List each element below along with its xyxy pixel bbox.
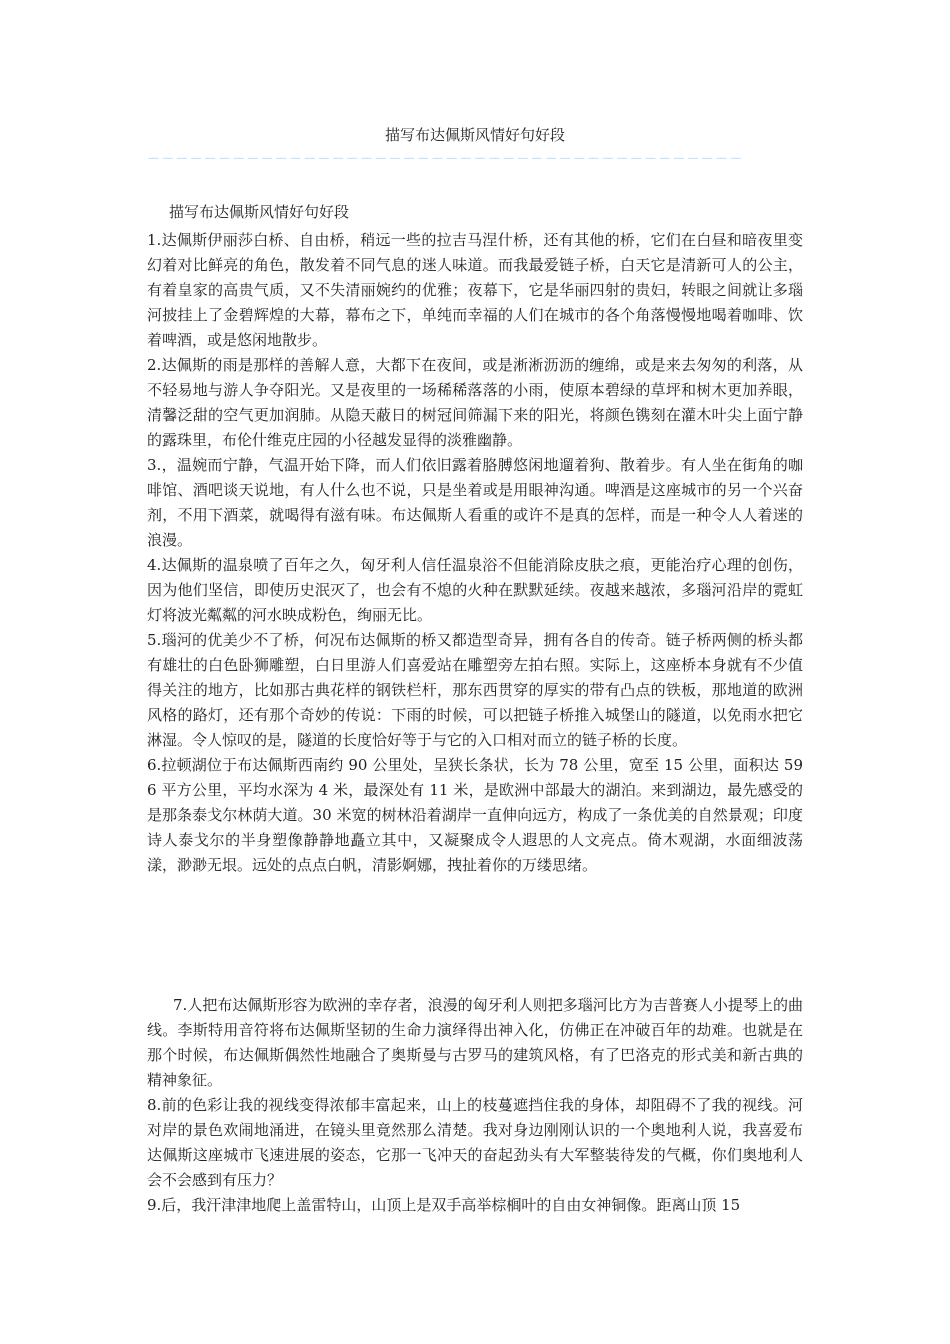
paragraph-9: 9.后，我汗津津地爬上盖雷特山，山顶上是双手高举棕榈叶的自由女神铜像。距离山顶 15 (147, 1196, 741, 1214)
header-divider: －－－－－－－－－－－－－－－－－－－－－－－－－－－－－－－－－－－－－－－－－－ (147, 152, 744, 167)
document-title: 描写布达佩斯风情好句好段 (169, 203, 350, 221)
paragraph-1: 1.达佩斯伊丽莎白桥、自由桥，稍远一些的拉吉马涅什桥，还有其他的桥，它们在白昼和暗夜里变幻着对比鲜亮的角色，散发着不同气息的迷人味道。而我最爱链子桥，白天它是清新可人的公主，有着皇家的高贵气质，又不失清丽婉约的优雅；夜幕下，它是华丽四射的贵妇，转眼之间就让多瑙河披挂上了金碧辉煌的大幕，幕布之下，单纯而幸福的人们在城市的各个角落慢慢地喝着咖啡、饮着啤酒，或是悠闲地散步。 (147, 231, 803, 349)
paragraph-3: 3.，温婉而宁静，气温开始下降，而人们依旧露着胳膊悠闲地遛着狗、散着步。有人坐在街角的咖啡馆、酒吧谈天说地，有人什么也不说，只是坐着或是用眼神沟通。啤酒是这座城市的另一个兴奋剂，不用下酒菜，就喝得有滋有味。布达佩斯人看重的或许不是真的怎样，而是一种令人人着迷的浪漫。 (147, 456, 803, 549)
header-title: 描写布达佩斯风情好句好段 (384, 126, 565, 144)
paragraph-4: 4.达佩斯的温泉喷了百年之久，匈牙利人信任温泉浴不但能消除皮肤之痕，更能治疗心理的创伤，因为他们坚信，即使历史泯灭了，也会有不熄的火种在默默延续。夜越来越浓，多瑙河沿岸的霓虹灯将波光粼粼的河水映成粉色，绚丽无比。 (147, 556, 803, 624)
paragraph-5: 5.瑙河的优美少不了桥，何况布达佩斯的桥又都造型奇异，拥有各自的传奇。链子桥两侧的桥头都有雄壮的白色卧狮雕塑，白日里游人们喜爱站在雕塑旁左拍右照。实际上，这座桥本身就有不少值得关注的地方，比如那古典花样的钢铁栏杆，那东西贯穿的厚实的带有凸点的铁板，那地道的欧洲风格的路灯，还有那个奇妙的传说：下雨的时候，可以把链子桥推入城堡山的隧道，以免雨水把它淋湿。令人惊叹的是，隧道的长度恰好等于与它的入口相对而立的链子桥的长度。 (147, 631, 803, 749)
paragraph-6: 6.拉顿湖位于布达佩斯西南约 90 公里处，呈狭长条状，长为 78 公里，宽至 15 公里，面积达 596 平方公里，平均水深为 4 米，最深处有 11 米，是欧洲中部最大的湖泊。来到湖边，最先感受的是那条泰戈尔林荫大道。30 米宽的树林沿着湖岸一直伸向远方，构成了一条优美的自然景观；印度诗人泰戈尔的半身塑像静静地矗立其中，又凝聚成令人遐思的人文亮点。倚木观湖，水面细波荡漾，渺渺无垠。远处的点点白帆，清影婀娜，拽扯着你的万缕思绪。 (147, 756, 803, 874)
paragraph-8: 8.前的色彩让我的视线变得浓郁丰富起来，山上的枝蔓遮挡住我的身体，却阻碍不了我的视线。河对岸的景色欢闹地涌进，在镜头里竟然那么清楚。我对身边刚刚认识的一个奥地利人说，我喜爱布达佩斯这座城市飞速进展的姿态，它那一飞冲天的奋起劲头有大军整装待发的气概，你们奥地利人会不会感到有压力？ (147, 1096, 803, 1189)
paragraph-7: 7.人把布达佩斯形容为欧洲的幸存者，浪漫的匈牙利人则把多瑙河比方为吉普赛人小提琴上的曲线。李斯特用音符将布达佩斯坚韧的生命力演绎得出神入化，仿佛正在冲破百年的劫难。也就是在那个时候，布达佩斯偶然性地融合了奥斯曼与古罗马的建筑风格，有了巴洛克的形式美和新古典的精神象征。 (147, 996, 803, 1089)
document-body-continued (147, 993, 803, 1218)
document-body (147, 200, 803, 878)
paragraph-2: 2.达佩斯的雨是那样的善解人意，大都下在夜间，或是淅淅沥沥的缠绵，或是来去匆匆的利落，从不轻易地与游人争夺阳光。又是夜里的一场稀稀落落的小雨，使原本碧绿的草坪和树木更加养眼，清馨泛甜的空气更加润肺。从隐天蔽日的树冠间筛漏下来的阳光，将颜色镌刻在灌木叶尖上面宁静的露珠里，布伦什维克庄园的小径越发显得的淡雅幽静。 (147, 356, 803, 449)
